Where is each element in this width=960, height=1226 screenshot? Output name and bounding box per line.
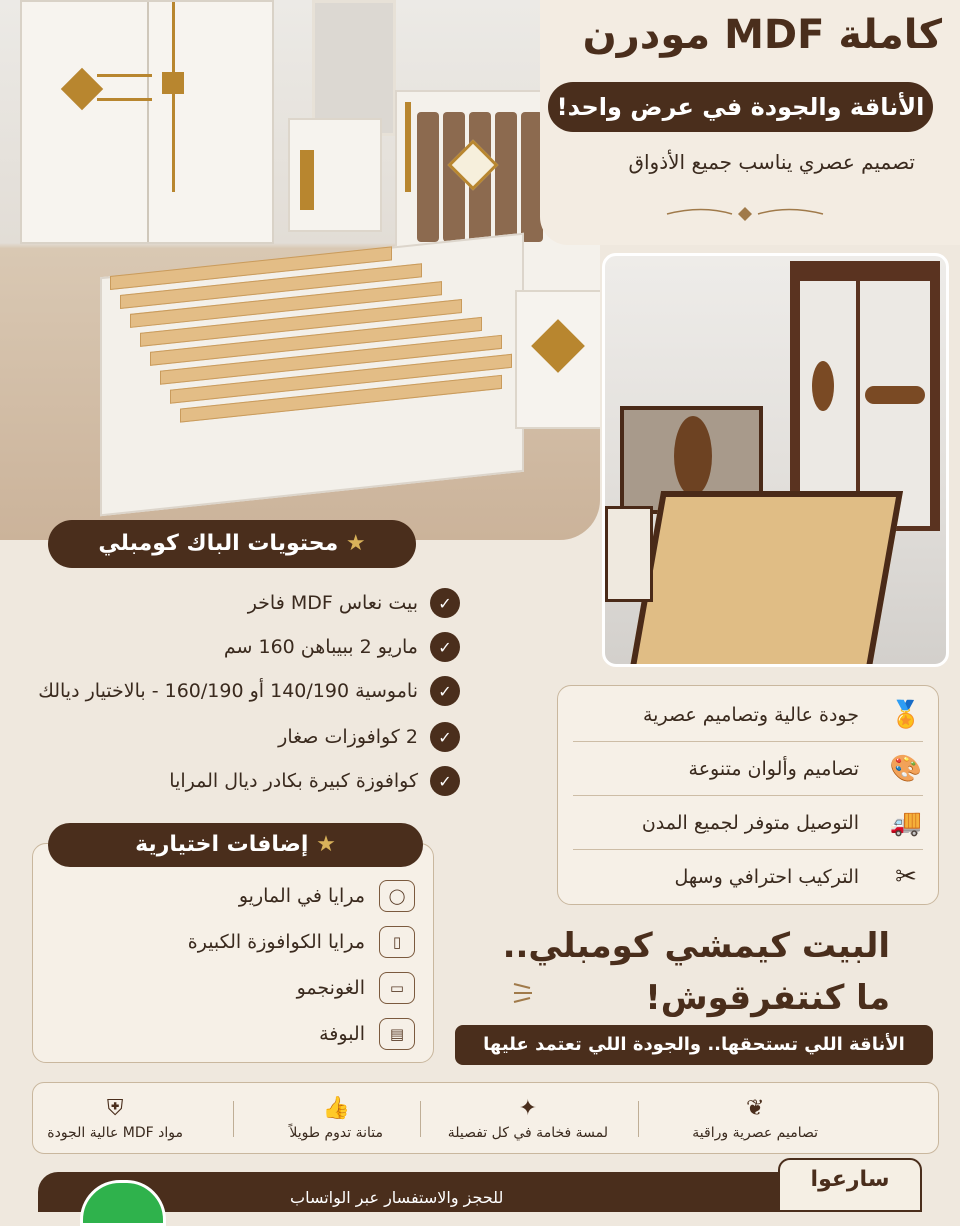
slogan-line-2: ما كنتفرقوش! xyxy=(645,978,890,1018)
tools-icon: ✂ xyxy=(895,862,917,892)
shield-icon: ⛨ xyxy=(106,1095,124,1121)
tagline-banner: الأناقة والجودة في عرض واحد! xyxy=(548,82,933,132)
quality-badge-icon: 🏅 xyxy=(889,700,923,730)
feature-row xyxy=(573,851,923,903)
cabinet-icon: ▤ xyxy=(379,1018,415,1050)
option-item xyxy=(319,1018,415,1050)
bedroom-photo-secondary xyxy=(602,253,949,667)
contents-item xyxy=(169,766,460,796)
option-label: البوفة xyxy=(319,1023,365,1045)
option-item xyxy=(297,972,415,1004)
options-title: إضافات اختيارية xyxy=(135,832,309,857)
benefit-label: متانة تدوم طويلاً xyxy=(289,1124,383,1141)
palette-icon: 🎨 xyxy=(889,754,923,784)
check-icon: ✓ xyxy=(430,722,460,752)
headline: كاملة MDF مودرن xyxy=(582,12,942,58)
nightstand-dark xyxy=(605,506,653,602)
feature-label: التركيب احترافي وسهل xyxy=(674,866,859,888)
slogan-line-1: البيت كيمشي كومبلي.. xyxy=(502,926,890,966)
feature-label: التوصيل متوفر لجميع المدن xyxy=(641,812,859,834)
footer-text: للحجز والاستفسار عبر الواتساب xyxy=(290,1188,504,1207)
feature-label: تصاميم وألوان متنوعة xyxy=(688,758,859,780)
contents-item xyxy=(38,676,460,706)
contents-item xyxy=(224,632,460,662)
feature-row xyxy=(573,797,923,850)
contents-heading xyxy=(48,520,416,568)
star-icon: ★ xyxy=(316,832,336,857)
options-heading xyxy=(48,823,423,867)
benefit-label: مواد MDF عالية الجودة xyxy=(47,1124,183,1141)
option-label: مرايا الكوافوزة الكبيرة xyxy=(187,931,365,953)
slogan-banner: الأناقة اللي تستحقها.. والجودة اللي تعتمد عليها xyxy=(455,1025,933,1065)
thumbs-up-icon: 👍 xyxy=(322,1095,350,1121)
benefit-item xyxy=(692,1083,818,1153)
check-icon: ✓ xyxy=(430,676,460,706)
feature-row xyxy=(573,689,923,742)
features-box xyxy=(557,685,939,905)
benefit-item xyxy=(47,1083,183,1153)
star-icon: ★ xyxy=(345,531,366,556)
slogan xyxy=(503,920,890,1024)
benefit-item xyxy=(448,1083,608,1153)
contents-title: محتويات الباك كومبلي xyxy=(98,531,339,556)
sparkle-lines-icon xyxy=(512,978,536,1008)
option-item xyxy=(188,926,415,958)
option-label: مرايا في الماريو xyxy=(238,885,365,907)
check-icon: ✓ xyxy=(430,766,460,796)
leaf-icon: ❦ xyxy=(745,1095,765,1121)
contents-item-label: كوافوزة كبيرة بكادر ديال المرايا xyxy=(169,770,418,792)
mirror xyxy=(312,0,396,136)
bed-frame-dark xyxy=(629,491,903,667)
truck-icon: 🚚 xyxy=(889,808,923,838)
nightstand xyxy=(515,290,600,429)
ornament-divider xyxy=(662,205,828,223)
contents-item-label: ماريو 2 ببيباهن 160 سم xyxy=(223,636,418,658)
subtitle: تصميم عصري يناسب جميع الأذواق xyxy=(628,150,915,174)
contents-item-label: 2 كوافوزات صغار xyxy=(278,726,418,748)
rect-mirror-icon: ▯ xyxy=(379,926,415,958)
check-icon: ✓ xyxy=(430,632,460,662)
bed-icon: ▭ xyxy=(379,972,415,1004)
benefit-label: تصاميم عصرية وراقية xyxy=(692,1124,818,1141)
benefit-label: لمسة فخامة في كل تفصيلة xyxy=(447,1124,608,1141)
contents-item-label: ناموسية 140/190 أو 160/190 - بالاختيار ديالك xyxy=(38,680,418,702)
bedroom-photo-main xyxy=(0,0,600,540)
feature-row xyxy=(573,743,923,796)
cta-button[interactable]: سارعوا xyxy=(778,1158,922,1212)
check-icon: ✓ xyxy=(430,588,460,618)
contents-item xyxy=(278,722,460,752)
small-dresser xyxy=(288,118,382,232)
option-item xyxy=(239,880,415,912)
contents-item xyxy=(248,588,460,618)
sparkle-icon: ✦ xyxy=(518,1095,538,1121)
benefit-item xyxy=(289,1083,383,1153)
oval-mirror-icon: ◯ xyxy=(379,880,415,912)
contents-item-label: بيت نعاس MDF فاخر xyxy=(247,592,418,614)
feature-label: جودة عالية وتصاميم عصرية xyxy=(643,704,859,726)
benefits-bar xyxy=(32,1082,939,1154)
option-label: الغونجمو xyxy=(296,977,365,999)
wardrobe xyxy=(20,0,274,244)
